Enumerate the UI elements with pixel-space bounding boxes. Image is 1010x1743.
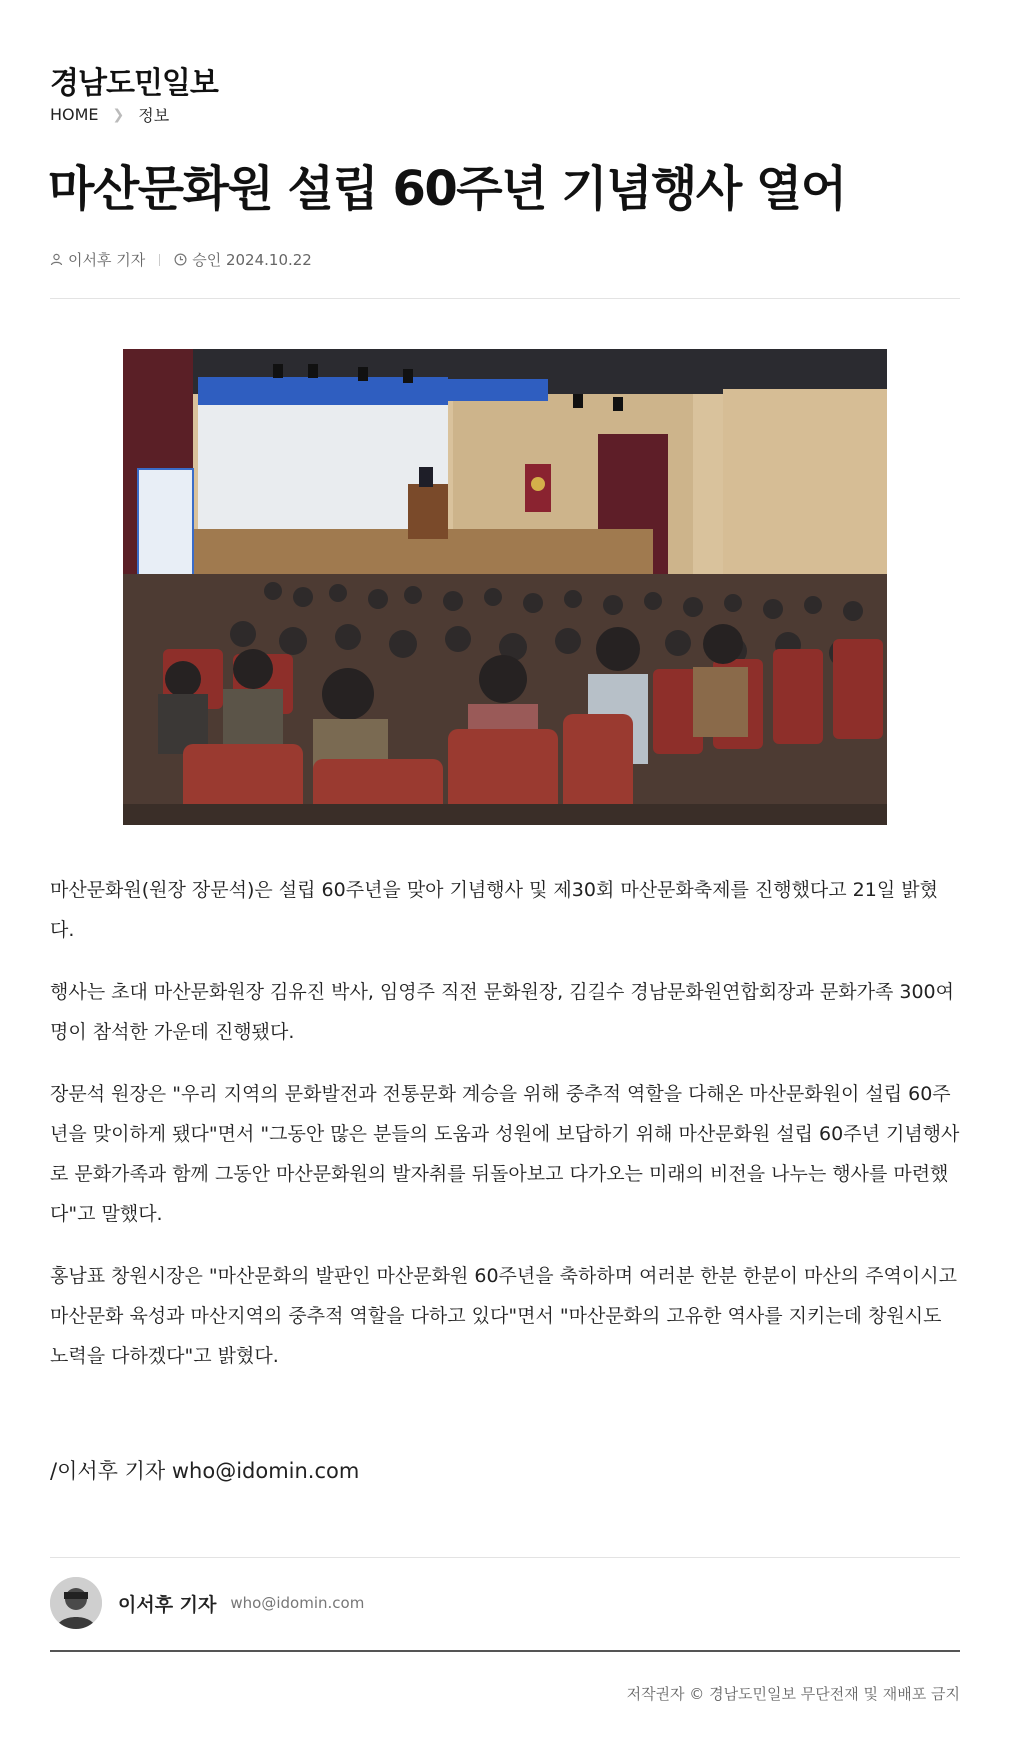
reporter-name: 이서후 기자 [68,251,146,269]
author-box [50,1577,364,1629]
person-icon [50,253,63,266]
breadcrumb [50,103,169,126]
chevron-right-icon: ❯ [112,106,125,123]
author-name[interactable]: 이서후 기자 [118,1593,217,1616]
copyright-notice: 저작권자 © 경남도민일보 무단전재 및 재배포 금지 [626,1685,960,1703]
article-meta [50,249,312,270]
article-byline: /이서후 기자 who@idomin.com [50,1459,360,1483]
article-paragraph: 마산문화원(원장 장문석)은 설립 60주년을 맞아 기념행사 및 제30회 마산문화축제를 진행했다고 21일 밝혔다. [50,879,938,941]
author-divider [50,1557,960,1558]
article-paragraph: 홍남표 창원시장은 "마산문화의 발판인 마산문화원 60주년을 축하하며 여러분 한분 한분이 마산의 주역이시고 마산문화 육성과 마산지역의 중추적 역할을 다하고 있다"면서 "마산문화의 고유한 역사를 지키는데 창원시도 노력을 다하겠다"고 밝혔다. [50,1265,957,1367]
article-body [50,870,962,1398]
article-paragraph: 행사는 초대 마산문화원장 김유진 박사, 임영주 직전 문화원장, 김길수 경남문화원연합회장과 문화가족 300여 명이 참석한 가운데 진행됐다. [50,981,955,1043]
footer-divider [50,1650,960,1652]
clock-icon [174,253,187,266]
approved-date: 승인 2024.10.22 [192,251,312,269]
article-title: 마산문화원 설립 60주년 기념행사 열어 [48,161,846,217]
site-logo[interactable]: 경남도민일보 [50,66,218,101]
breadcrumb-section[interactable]: 정보 [138,106,170,125]
article-paragraph: 장문석 원장은 "우리 지역의 문화발전과 전통문화 계승을 위해 중추적 역할을 다해온 마산문화원이 설립 60주년을 맞이하게 됐다"면서 "그동안 많은 분들의 도움과 성원에 보답하기 위해 마산문화원 설립 60주년 기념행사로 문화가족과 함께 그동안 마산문화원의 발자취를 뒤돌아보고 다가오는 미래의 비전을 나누는 행사를 마련했다"고 말했다. [50,1083,960,1225]
meta-divider [159,254,160,266]
article-photo [123,349,887,825]
header-divider [50,298,960,299]
breadcrumb-home[interactable]: HOME [50,105,99,124]
author-email[interactable]: who@idomin.com [230,1594,365,1612]
avatar[interactable] [50,1577,102,1629]
